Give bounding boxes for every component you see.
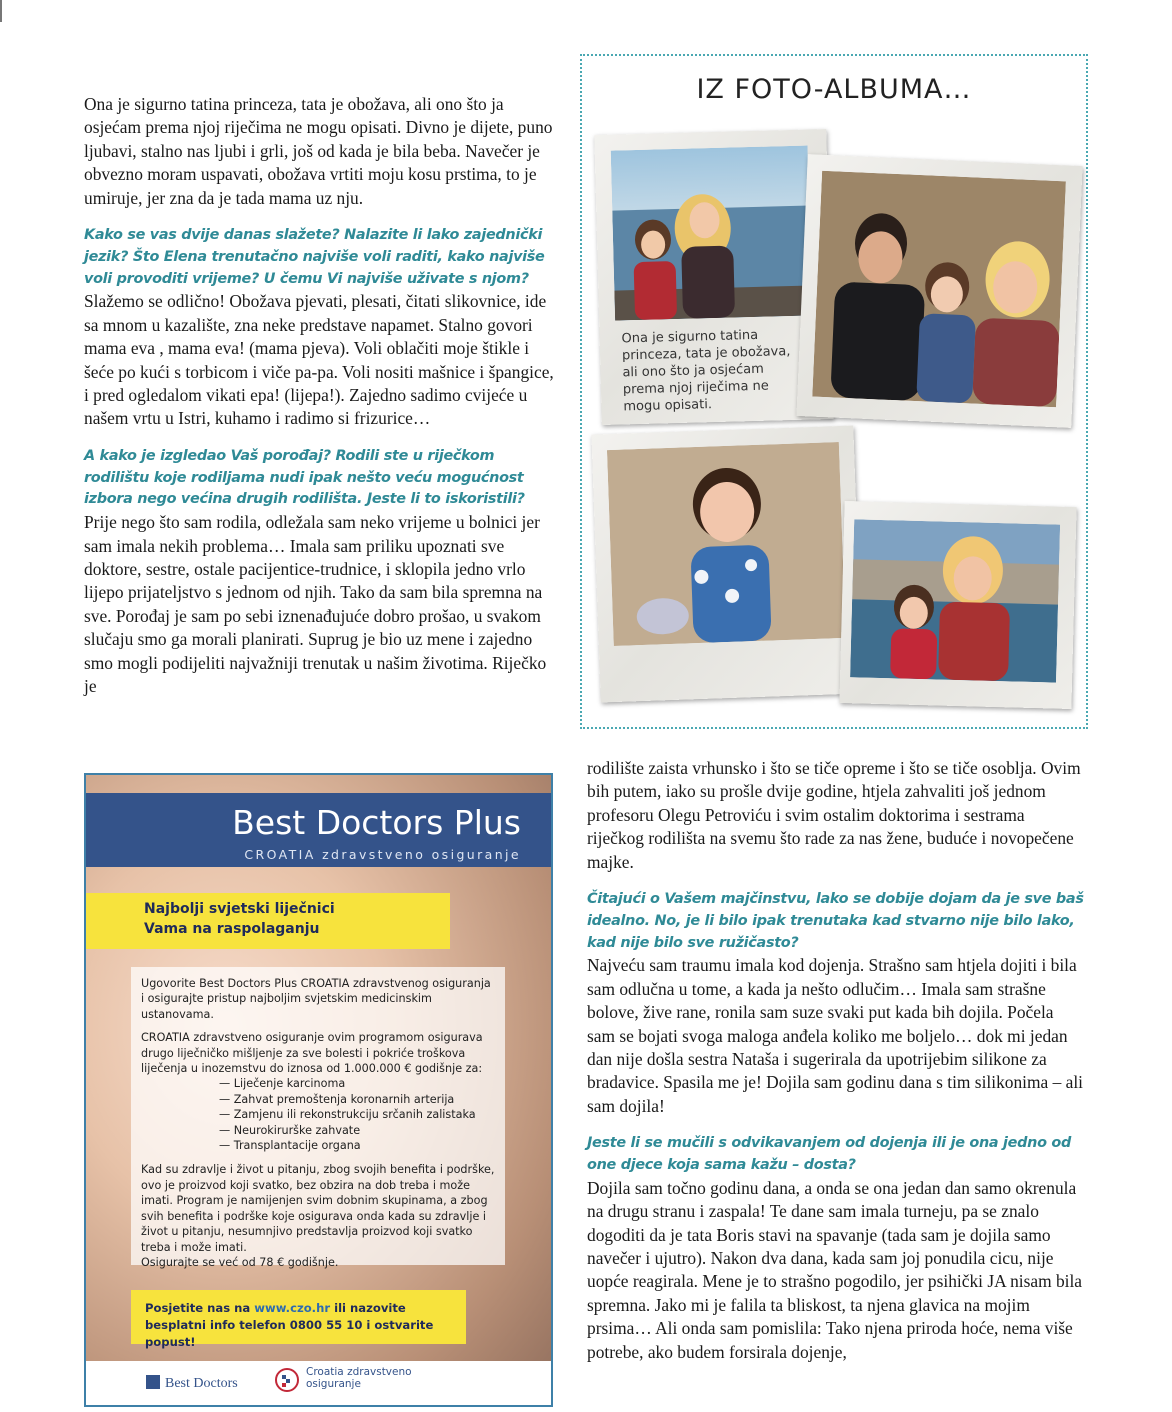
list-item: — Liječenje karcinoma — [219, 1076, 495, 1091]
ad-body-paragraph: Ugovorite Best Doctors Plus CROATIA zdravstvenog osiguranja i osigurajte pristup najboljim svjetskim medicinskim ustanovama. — [141, 977, 491, 1021]
list-item: — Neurokirurške zahvate — [219, 1123, 495, 1138]
cta-website-link[interactable]: www.czo.hr — [254, 1301, 331, 1315]
paragraph: Prije nego što sam rodila, odležala sam neko vrijeme u bolnici jer sam imala nekih problema… Imala sam priliku upoznati sve doktore, sestre, ostale pacijentice-trudnice, i sklopila jedno vrlo lijepo prijateljstvo s jednom od njih. Tako da sam bila spremna na sve. Porođaj je sam po sebi iznenađujuće dobro prošao, u svakom slučaju smo ga morali planirati. Suprug je bio uz mene i zajedno smo mogli podijeliti najvažniji trenutak u našim životima. Riječko je — [84, 512, 547, 697]
photo-sea — [611, 146, 812, 321]
interview-question: Čitajući o Vašem majčinstvu, lako se dobije dojam da je sve baš idealno. No, je li bilo ipak trenutaka kad stvarno nije bilo lako, kad nije bilo sve ružičasto? — [587, 891, 1084, 951]
ad-banner-line1: Najbolji svjetski liječnici — [144, 901, 335, 917]
interview-question: Jeste li se mučili s odvikavanjem od dojenja ili je ona jedno od one djece koja sama kažu – dosta? — [587, 1135, 1071, 1174]
list-item: — Transplantacije organa — [219, 1138, 495, 1153]
polaroid-photo-family — [796, 154, 1082, 428]
ad-coverage-list — [219, 1076, 495, 1153]
croatia-osiguranje-logo — [306, 1366, 412, 1390]
ad-subtitle: CROATIA zdravstveno osiguranje — [244, 847, 521, 862]
paragraph: Dojila sam točno godinu dana, a onda se ona jedan dan samo okrenula na drugu stranu i zaspala! Te dane sam imala turneju, pa se znalo dogoditi da je tata Boris stavi na spavanje (tada sam je dojila samo navečer i ujutro). Nakon dva dana, kada sam joj ponudila cicu, nije uopće reagirala. Mene je to strašno pogodilo, jer psihički JA nisam bila spremna. Jako mi je falila ta bliskost, ta njena glavica na mojim prsima… Ali onda sam pomislila: Tako njena priroda hoće, nema više potrebe, ako budem forsirala dojenje, — [587, 1177, 1083, 1362]
ad-body-paragraph: Osigurajte se već od 78 € godišnje. — [141, 1255, 339, 1269]
best-doctors-logo — [146, 1375, 238, 1392]
ad-call-to-action — [131, 1290, 466, 1349]
photo-family — [812, 171, 1066, 407]
interview-question: Kako se vas dvije danas slažete? Nalazite li lako zajednički jezik? Što Elena trenutačno najviše voli raditi, kako najviše voli provoditi vrijeme? U čemu Vi najviše uživate s njom? — [84, 227, 545, 287]
ad-banner-line2: Vama na raspolaganju — [144, 921, 320, 937]
paragraph: rodilište zaista vrhunsko i što se tiče opreme i što se tiče osoblja. Ovim bih putem, iako su prošle dvije godine, htjela zahvaliti još jednom profesoru Olegu Petroviću i svim ostalim doktorima i sestrama riječkog rodilišta na svemu što rade za nas žene, buduće i novopečene majke. — [587, 758, 1081, 872]
ad-body-paragraph: Kad su zdravlje i život u pitanju, zbog svojih benefita i podrške, ovo je proizvod koji svatko, bez obzira na dob treba i može imati. Program je namijenjen svim dobnim skupinama, a zbog svih benefita i podrške koje osigurava onda kada su zdravlje i život u pitanju, nesumnjivo predstavlja proizvod koji svatko treba i može imati. — [141, 1163, 495, 1254]
paragraph: Ona je sigurno tatina princeza, tata je obožava, ali ono što ja osjećam prema njoj riječima ne mogu opisati. Divno je dijete, puno ljubavi, stalno nas ljubi i grli, još od kada je bila beba. Navečer je obvezno moram uspavati, obožava vrtiti moju kosu prstima, to je umiruje, jer zna da je tada mama uz nju. — [84, 94, 553, 208]
interview-question: A kako je izgledao Vaš porođaj? Rodili ste u riječkom rodilištu koje rodiljama nudi ipak nešto veću mogućnost izbora nego većina drugih rodilišta. Jeste li to iskoristili? — [84, 447, 525, 508]
photo-girl — [607, 442, 846, 646]
paragraph: Slažemo se odlično! Obožava pjevati, plesati, čitati slikovnice, ide sa mnom u kazalište, zna neke predstave napamet. Stalno govori mama eva , mama eva! (mama pjeva). Voli oblačiti moje štikle i šeće po kući s torbicom i viče pa-pa. Voli nositi mašnice i špangice, i pred ogledalom vikati epa! (lijepa!). Zajedno sadimo cvijeće u našem vrtu u Istri, kuhamo i radimo si frizurice… — [84, 291, 554, 429]
ad-body-text — [131, 967, 505, 1269]
logo-text: Croatia zdravstveno — [306, 1366, 412, 1378]
cta-text: ili nazovite besplatni info telefon 0800 55 10 i ostvarite popust! — [145, 1301, 434, 1349]
best-doctors-logo-icon — [146, 1375, 160, 1389]
album-title: IZ FOTO-ALBUMA… — [696, 74, 972, 105]
ad-footer-logos — [86, 1361, 551, 1405]
ad-title: Best Doctors Plus — [232, 803, 521, 842]
list-item: — Zahvat premoštenja koronarnih arterija — [219, 1092, 495, 1107]
page-edge-line — [0, 0, 2, 22]
polaroid-photo-girl-smiling — [591, 426, 862, 703]
left-text-column — [84, 93, 556, 699]
photo-caption: Ona je sigurno tatina princeza, tata je obožava, ali ono što ja osjećam prema njoj riječima ne mogu opisati. — [621, 327, 791, 415]
logo-text: Best Doctors — [165, 1376, 238, 1391]
polaroid-photo-mother-daughter-city — [839, 501, 1076, 709]
croatia-osiguranje-logo-icon — [274, 1367, 300, 1393]
ad-body-paragraph: CROATIA zdravstveno osiguranje ovim programom osigurava drugo liječničko mišljenje za sve bolesti i pokriće troškova liječenja u inozemstvu do iznosa od 1.000.000 € godišnje za: — [141, 1031, 483, 1076]
best-doctors-advertisement — [84, 773, 553, 1407]
right-text-column — [587, 757, 1085, 1364]
ad-yellow-banner — [86, 893, 450, 949]
photo-album-box — [580, 54, 1088, 729]
logo-text: osiguranje — [306, 1378, 361, 1390]
list-item: — Zamjenu ili rekonstrukciju srčanih zalistaka — [219, 1107, 495, 1122]
paragraph: Najveću sam traumu imala kod dojenja. Strašno sam htjela dojiti i bila sam odlučna u tome, a kada ja nešto odlučim… Imala sam strašne bolove, žive rane, ronila sam suze svaki put kada bih dojila. Počela sam se bojati svoga maloga anđela koliko me boljelo… dok mi jedan dan nije došla sestra Nataša i sugerirala da upotrijebim silikone za bradavice. Spasila me je! Dojila sam godinu dana s tim silikonima – ali sam dojila! — [587, 955, 1084, 1116]
photo-city — [850, 519, 1060, 682]
cta-text: Posjetite nas na — [145, 1301, 255, 1315]
